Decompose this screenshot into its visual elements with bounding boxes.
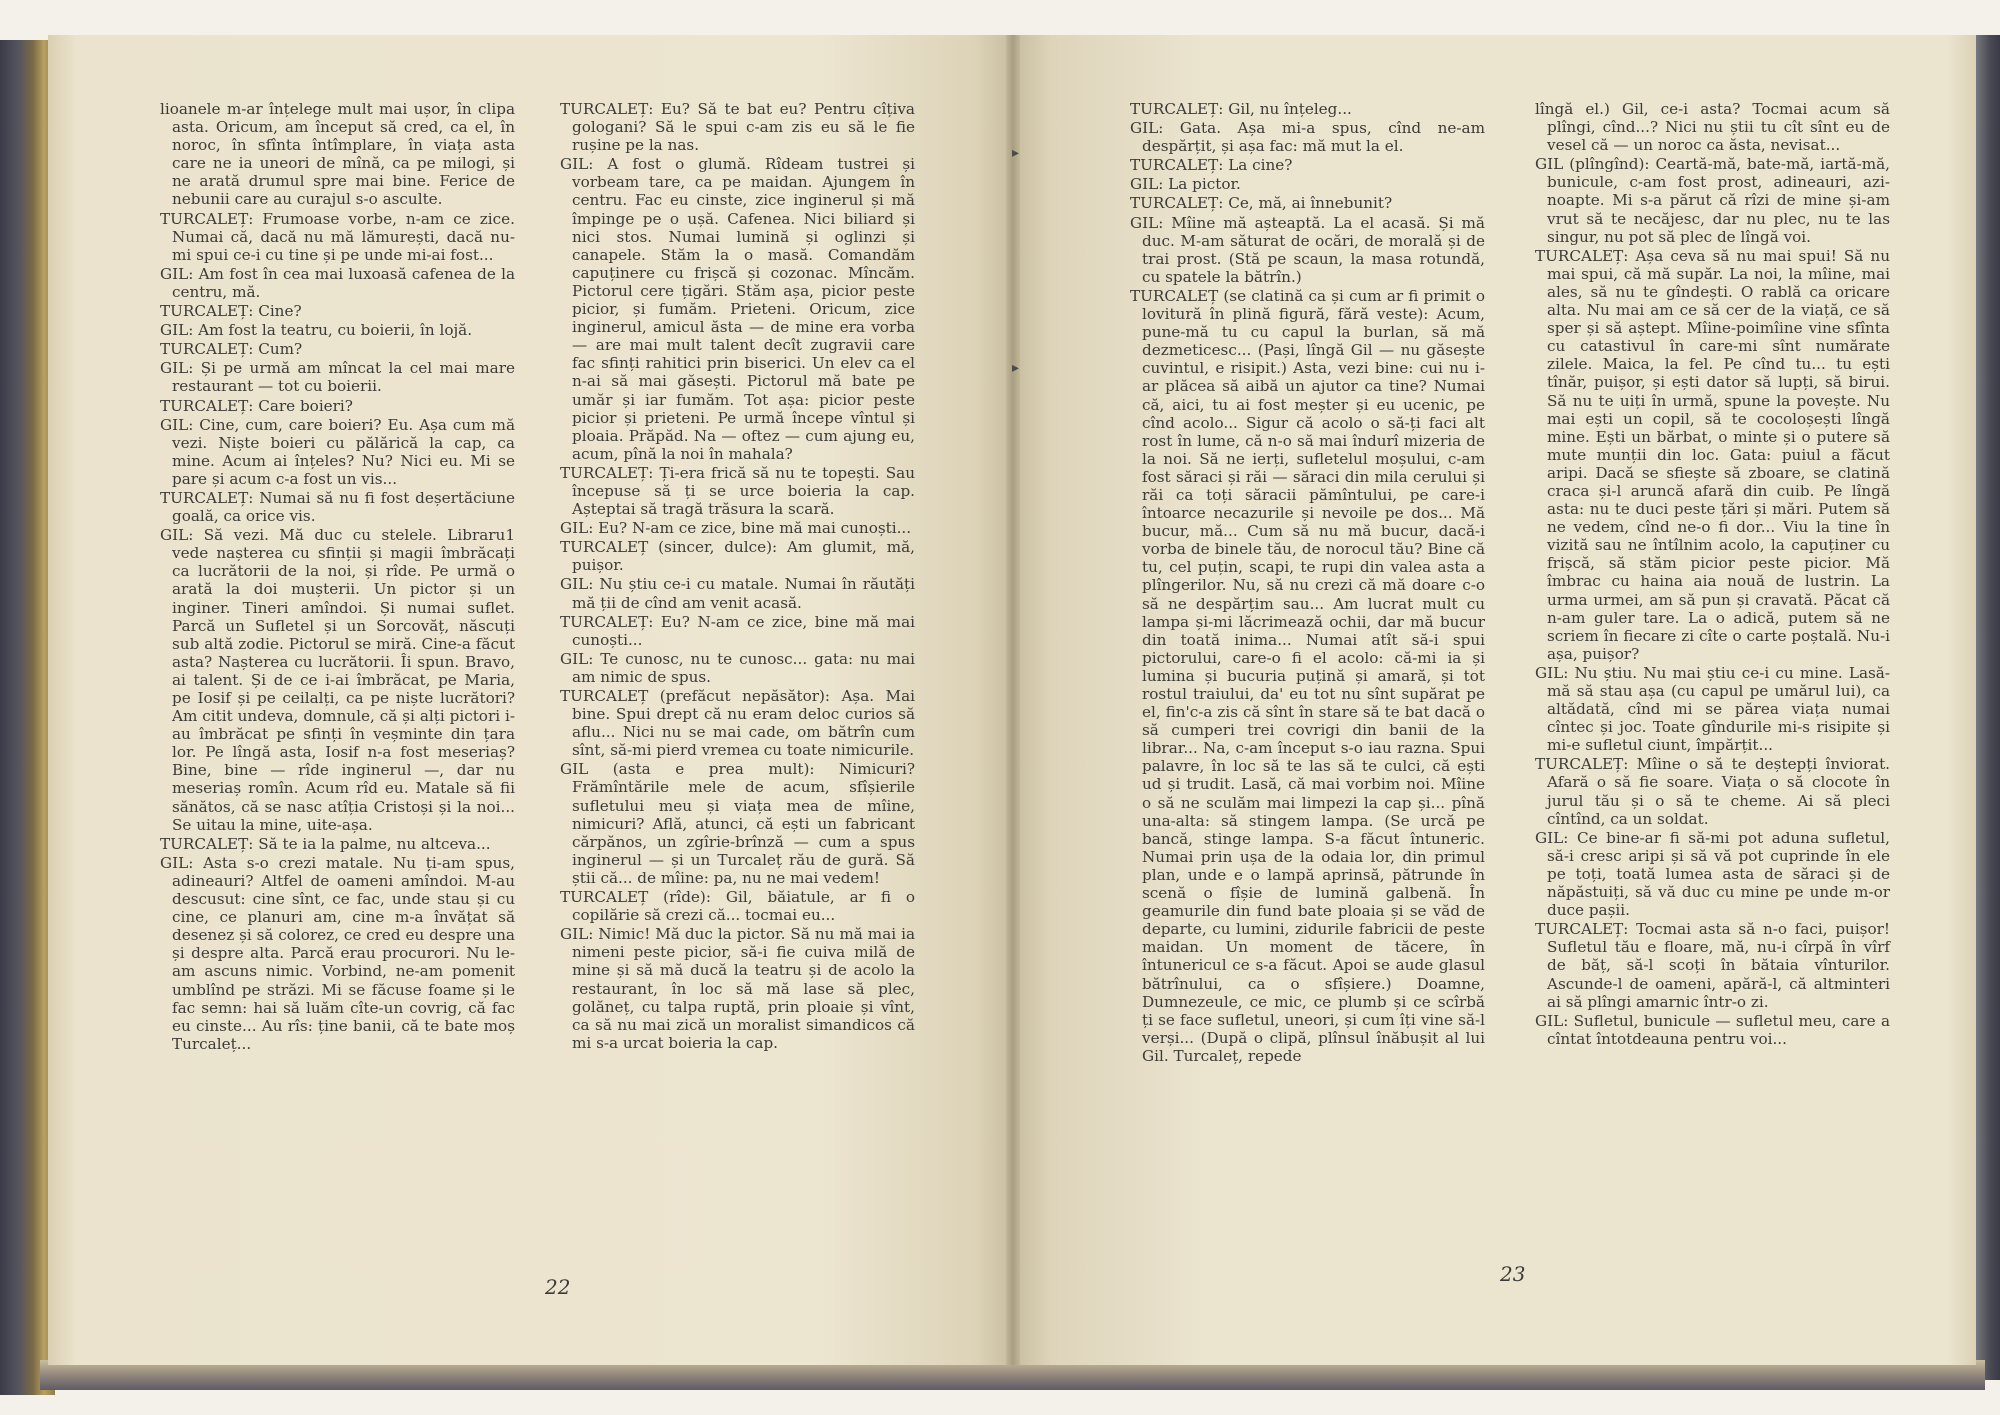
paragraph: GIL: Asta s-o crezi matale. Nu ți-am spus, adineauri? Altfel de oameni amîndoi. M-au descusut: cine sînt, ce fac, unde stau și cu cine, ce planuri am, cine m-a învățat să desenez și să colorez, ce cred eu despre una și despre alta. Parcă erau procurori. Nu le-am ascuns nimic. Vorbind, ne-am pomenit umblînd pe străzi. Mi se făcuse foame și le fac semn: hai să luăm cîte-un covrig, că fac eu cinste... Au rîs: ține banii, că te bate moș Turcaleț... bbox=[160, 853, 515, 1053]
book-cover-right bbox=[1975, 35, 2000, 1380]
paragraph: GIL: Nu știu ce-i cu matale. Numai în răutăți mă ții de cînd am venit acasă. bbox=[560, 575, 915, 612]
paragraph: TURCALEȚ: Așa ceva să nu mai spui! Să nu mai spui, că mă supăr. La noi, la mîine, mai ales, să nu te gîndești. O rablă ca oricare alta. Nu mai am ce să cer de la viață, ce să sper și să aștept. Mîine-poimîine vine sfînta cu catastivul în care-mi sînt numărate zilele. Maica, la fel. Pe cînd tu... tu ești tînăr, puișor, și ești dator să lupți, să birui. Să nu te uiți în urmă, spune la povește. Nu mai ești un copil, să te cocoloșești lîngă mine. Ești un bărbat, o minte și o putere să mute munții din loc. Gata: puiul a făcut aripi. Dacă se sfiește să zboare, se clatină craca și-l aruncă afară din cuib. Pe lîngă asta: nu te duci peste țări și mări. Putem să ne vedem, cînd ne-o fi dor... Viu la tine în vizită sau ne întîlnim acolo, la capuținer cu frișcă, să stăm picior peste picior. Mă îmbrac cu haina aia nouă de lustrin. La urma urmei, am să pun și cravată. Păcat că n-am guler tare. La o adică, putem să ne scriem în fiecare zi cîte o carte poștală. Nu-i așa, puișor? bbox=[1535, 246, 1890, 663]
margin-mark: ▸ bbox=[1012, 145, 1020, 161]
paragraph: GIL: Să vezi. Mă duc cu stelele. Libraru1 vede nașterea cu sfinții și magii îmbrăcați ca lucrătorii de la noi, și rîde. Pe urmă o arată la doi mușterii. Un pictor și un inginer. Tineri amîndoi. Și numai suflet. Parcă un Sufletel și un Sorcovăț, născuți sub altă zodie. Pictorul se miră. Cine-a făcut asta? Nașterea cu lucrătorii. Îi spun. Bravo, ai talent. Și de ce i-ai îmbrăcat, pe Maria, pe Iosif și pe ceilalți, ca pe niște lucrători? Am citit undeva, domnule, că și alți pictori i-au îmbrăcat pe sfinți în veșminte din țara lor. Pe lîngă asta, Iosif n-a fost meseriaș? Bine, bine — rîde inginerul —, dar nu meseriaș romîn. Acum rîd eu. Matale să fii sănătos, că se nasc atîția Cristoși și la noi... Se uitau la mine, uite-așa. bbox=[160, 526, 515, 834]
paragraph: TURCALEȚ (prefăcut nepăsător): Așa. Mai bine. Spui drept că nu eram deloc curios să aflu... Nici nu se mai cade, om bătrîn cum sînt, să-mi pierd vremea cu toate nimicurile. bbox=[560, 687, 915, 760]
paragraph: TURCALEȚ: Eu? N-am ce zice, bine mă mai cunoști... bbox=[560, 612, 915, 649]
paragraph: TURCALEȚ: La cine? bbox=[1130, 156, 1293, 175]
paragraph: GIL: Am fost la teatru, cu boierii, în lojă. bbox=[160, 321, 473, 340]
paragraph: GIL: Te cunosc, nu te cunosc... gata: nu mai am nimic de spus. bbox=[560, 649, 915, 686]
left-page-column-2 bbox=[560, 100, 915, 1053]
paragraph: GIL: Am fost în cea mai luxoasă cafenea de la centru, mă. bbox=[160, 264, 515, 301]
paragraph: TURCALEȚ: Cum? bbox=[160, 340, 303, 359]
paragraph: GIL: Cine, cum, care boieri? Eu. Așa cum mă vezi. Niște boieri cu pălărică la cap, ca mine. Acum ai înțeles? Nu? Nici eu. Mi se pare și acum c-a fost un vis... bbox=[160, 415, 515, 488]
right-page-column-2 bbox=[1535, 100, 1890, 1049]
page-number-left: 22 bbox=[545, 1275, 571, 1299]
paragraph: GIL: Ce bine-ar fi să-mi pot aduna sufletul, să-i cresc aripi și să vă pot cuprinde în ele pe toți, toată lumea asta de săraci și de năpăstuiți, să vă duc cu mine pe unde m-or duce pașii. bbox=[1535, 828, 1890, 920]
paragraph: GIL: A fost o glumă. Rîdeam tustrei și vorbeam tare, ca pe maidan. Ajungem în centru. Fac eu cinste, zice inginerul și mă împinge pe o ușă. Cafenea. Nici biliard și nici stos. Numai lumină și oglinzi și canapele. Stăm la o masă. Comandăm capuținere cu frișcă și cozonac. Mîncăm. Pictorul cere țigări. Stăm așa, picior peste picior, și fumăm. Prieteni. Oricum, zice inginerul, amicul ăsta — de mine era vorba — are mai mult talent decît zugravii care fac sfinți rahitici prin biserici. Un elev ca el n-ai să mai găsești. Pictorul mă bate pe umăr și iar fumăm. Tot așa: picior peste picior și prieteni. Pe urmă începe vîntul și ploaia. Prăpăd. Na — oftez — cum ajung eu, acum, pînă la noi în mahala? bbox=[560, 155, 915, 463]
paragraph: GIL: Sufletul, bunicule — sufletul meu, care a cîntat întotdeauna pentru voi... bbox=[1535, 1011, 1890, 1048]
paragraph: GIL: Eu? N-am ce zice, bine mă mai cunoști... bbox=[560, 519, 912, 538]
paragraph: GIL: La pictor. bbox=[1130, 175, 1241, 194]
paragraph: lîngă el.) Gil, ce-i asta? Tocmai acum să plîngi, cînd...? Nici nu știi tu cît sînt eu de vesel că — un noroc ca ăsta, nevisat... bbox=[1535, 100, 1890, 155]
paragraph: GIL: Nimic! Mă duc la pictor. Să nu mă mai ia nimeni peste picior, să-i fie cuiva milă de mine și să mă ducă la teatru și de acolo la restaurant, în loc să mă lase să plec, golăneț, cu talpa ruptă, prin ploaie și vînt, ca să nu mai zică un moralist simandicos că mi s-a urcat boieria la cap. bbox=[560, 925, 915, 1052]
paragraph: TURCALEȚ: Ce, mă, ai înnebunit? bbox=[1130, 194, 1393, 213]
paragraph: GIL: Și pe urmă am mîncat la cel mai mare restaurant — tot cu boierii. bbox=[160, 359, 515, 396]
paragraph: TURCALEȚ: Care boieri? bbox=[160, 396, 353, 415]
paragraph: TURCALEȚ: Mîine o să te deștepți înviorat. Afară o să fie soare. Viața o să clocote în jurul tău și o să te cheme. Ai să pleci cîntînd, ca un soldat. bbox=[1535, 755, 1890, 828]
paragraph: TURCALEȚ: Eu? Să te bat eu? Pentru cîțiva gologani? Să le spui c-am zis eu să le fie rușine pe la nas. bbox=[560, 100, 915, 155]
paragraph: TURCALEȚ: Ți-era frică să nu te topești. Sau începuse să ți se urce boieria la cap. Așteptai să tragă trăsura la scară. bbox=[560, 463, 915, 519]
paragraph: lioanele m-ar înțelege mult mai ușor, în clipa asta. Oricum, am început să cred, ca el, în noroc, în sfînta întîmplare, în viața asta care ne ia uneori de mînă, ca pe milogi, și ne arată drumul spre mai bine. Ferice de nebunii care au curajul s-o asculte. bbox=[160, 100, 515, 209]
paragraph: GIL (asta e prea mult): Nimicuri? Frămîntările mele de acum, sfîșierile sufletului meu și viața mea de mîine, nimicuri? Află, atunci, că ești un fabricant cărpănos, un zgîrie-brînză — cum a spus inginerul — și un Turcaleț rău de gură. Să știi că... de mîine: pa, nu ne mai vedem! bbox=[560, 760, 915, 887]
paragraph: TURCALEȚ: Gil, nu înțeleg... bbox=[1130, 100, 1352, 118]
paragraph: TURCALEȚ: Cine? bbox=[160, 302, 302, 321]
paragraph: TURCALEȚ: Frumoase vorbe, n-am ce zice. Numai că, dacă nu mă lămurești, dacă nu-mi spui ce-i cu tine și pe unde mi-ai fost... bbox=[160, 209, 515, 264]
paragraph: GIL (plîngînd): Ceartă-mă, bate-mă, iartă-mă, bunicule, c-am fost prost, adineauri, azi-noapte. Mi s-a părut că rîzi de mine și-am vrut să te necăjesc, dar nu plec, nu te las singur, nu pot să plec de lîngă voi. bbox=[1535, 155, 1890, 246]
right-page-column-1 bbox=[1130, 100, 1485, 1066]
page-number-right: 23 bbox=[1500, 1262, 1526, 1286]
paragraph: TURCALEȚ: Numai să nu fi fost deșertăciune goală, ca orice vis. bbox=[160, 488, 515, 526]
paragraph: GIL: Mîine mă așteaptă. La el acasă. Și mă duc. M-am săturat de ocări, de morală și de trai prost. (Stă pe scaun, la masa rotundă, cu spatele la bătrîn.) bbox=[1130, 213, 1485, 286]
paragraph: TURCALEȚ (rîde): Gil, băiatule, ar fi o copilărie să crezi că... tocmai eu... bbox=[560, 888, 915, 925]
paragraph: GIL: Nu știu. Nu mai știu ce-i cu mine. Lasă-mă să stau așa (cu capul pe umărul lui), ca altădată, cînd mi se părea viața numai cîntec și joc. Toate gîndurile mi-s risipite și mi-e sufletul ciunt, împărțit... bbox=[1535, 663, 1890, 755]
paragraph: TURCALEȚ: Tocmai asta să n-o faci, puișor! Sufletul tău e floare, mă, nu-i cîrpă în vîrf de băț, să-l scoți în bătaia vînturilor. Ascunde-l de oameni, apără-l, că altminteri ai să plîngi amarnic într-o zi. bbox=[1535, 920, 1890, 1011]
paragraph: TURCALEȚ (se clatină ca și cum ar fi primit o lovitură în plină figură, fără veste): Acum, pune-mă tu cu capul la burlan, să mă dezmeticesc... (Pași, lîngă Gil — nu găsește cuvintul, e risipit.) Asta, vezi bine: cui nu i-ar plăcea să aibă un ajutor ca tine? Numai că, aici, tu ai fost meșter și eu ucenic, pe cînd acolo... Sigur că acolo o să-ți faci alt rost în lume, că n-o să mai îndurî mizeria de la noi. Să ne ierți, sufletelul moșului, c-am fost săraci și răi — săraci din mila cerului și răi ca toți săracii pămîntului, pe care-i întoarce necazurile și nevoile pe dos... Mă bucur, mă... Cum să nu mă bucur, dacă-i vorba de binele tău, de norocul tău? Bine că tu, cel puțin, scapi, te rupi din valea asta a plîngerilor. Nu, să nu crezi că mă doare c-o să ne despărțim sau... Am lucrat mult cu lampa și-mi lăcrimează ochii, dar mă bucur din toată inima... Numai atît să-i spui pictorului, care-o fi el acolo: că-mi ia și lumina și bucuria puțină și amară, și tot rostul traiului, da' eu tot nu sînt supărat pe el, fin'c-a zis că sînt în stare să te bat dacă o să cumperi trei covrigi din banii de la librar... Na, c-am început s-o iau razna. Spui palavre, în loc să te las să te culci, că ești ud și trudit. Lasă, că mai vorbim noi. Mîine o să ne sculăm mai limpezi la cap și... pînă una-alta: să stingem lampa. (Se urcă pe bancă, stinge lampa. S-a făcut întuneric. Numai prin ușa de la odaia lor, din primul plan, unde e o lampă aprinsă, pătrunde în scenă o fîșie de lumină galbenă. În geamurile din fund bate ploaia și se văd de departe, cu lumini, zidurile fabricii de peste maidan. Un moment de tăcere, în întunericul ce s-a făcut. Apoi se aude glasul bătrînului, ca o sfîșiere.) Doamne, Dumnezeule, ce mic, ce plumb și ce scîrbă ți se face sufletul, uneori, și cum îți vine să-l verși... (După o clipă, plînsul înăbușit al lui Gil. Turcaleț, repede bbox=[1130, 286, 1485, 1065]
left-page-column-1 bbox=[160, 100, 515, 1054]
paragraph: TURCALEȚ (sincer, dulce): Am glumit, mă, puișor. bbox=[560, 538, 915, 575]
paragraph: TURCALEȚ: Să te ia la palme, nu altceva... bbox=[160, 834, 491, 853]
margin-mark: ▸ bbox=[1012, 360, 1020, 376]
paragraph: GIL: Gata. Așa mi-a spus, cînd ne-am despărțit, și așa fac: mă mut la el. bbox=[1130, 119, 1485, 156]
book-cover-left bbox=[0, 40, 55, 1395]
book-gutter bbox=[1006, 35, 1020, 1365]
